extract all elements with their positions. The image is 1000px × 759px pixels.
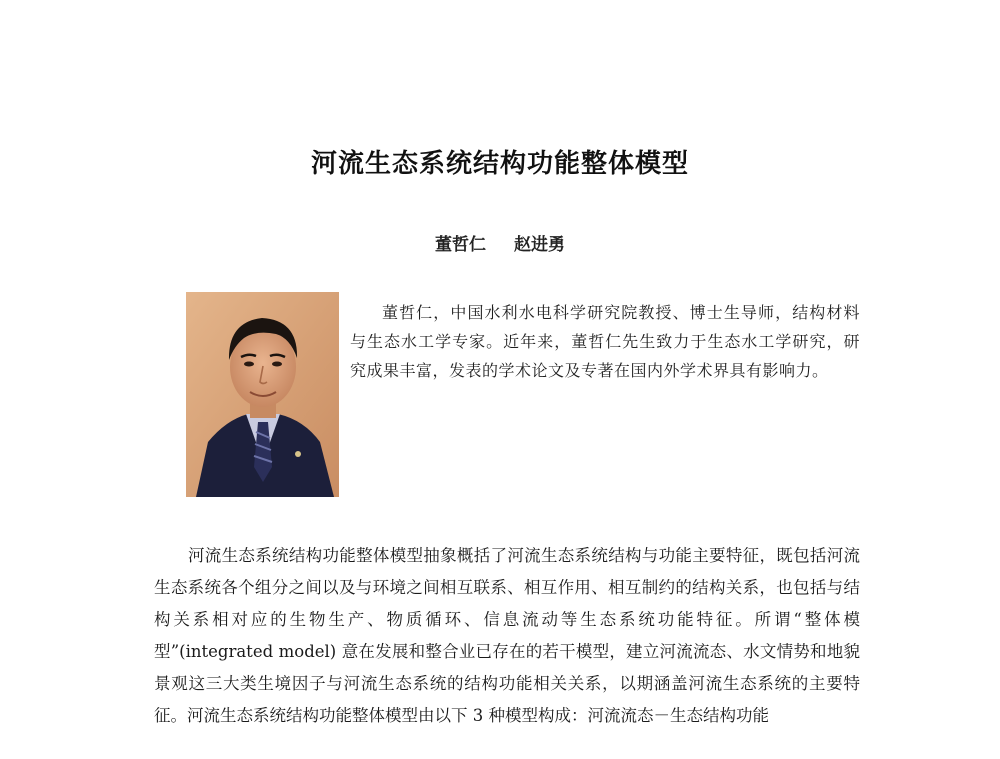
author-name: 赵进勇 [514,235,565,255]
author-portrait-image [186,292,339,497]
paper-title: 河流生态系统结构功能整体模型 [310,149,689,179]
body-paragraph: 河流生态系统结构功能整体模型抽象概括了河流生态系统结构与功能主要特征，既包括河流生态系统各个组分之间以及与环境之间相互联系、相互作用、相互制约的结构关系，也包括与结构关系相对应的生物生产、物质循环、信息流动等生态系统功能特征。所谓“整体模型”(integrated model) 意在发展和整合业已存在的若干模型，建立河流流态、水文情势和地貌景观这三大类生境因子与河流生态系统的结构功能相关关系，以期涵盖河流生态系统的主要特征。河流生态系统结构功能整体模型由以下 3 种模型构成：河流流态－生态结构功能 [154,546,860,725]
author-name: 董哲仁 [435,235,486,255]
author-line [0,230,1000,255]
author-photo [186,292,339,497]
author-bio: 董哲仁，中国水利水电科学研究院教授、博士生导师，结构材料与生态水工学专家。近年来，董哲仁先生致力于生态水工学研究，研究成果丰富，发表的学术论文及专著在国内外学术界具有影响力。 [350,303,860,380]
